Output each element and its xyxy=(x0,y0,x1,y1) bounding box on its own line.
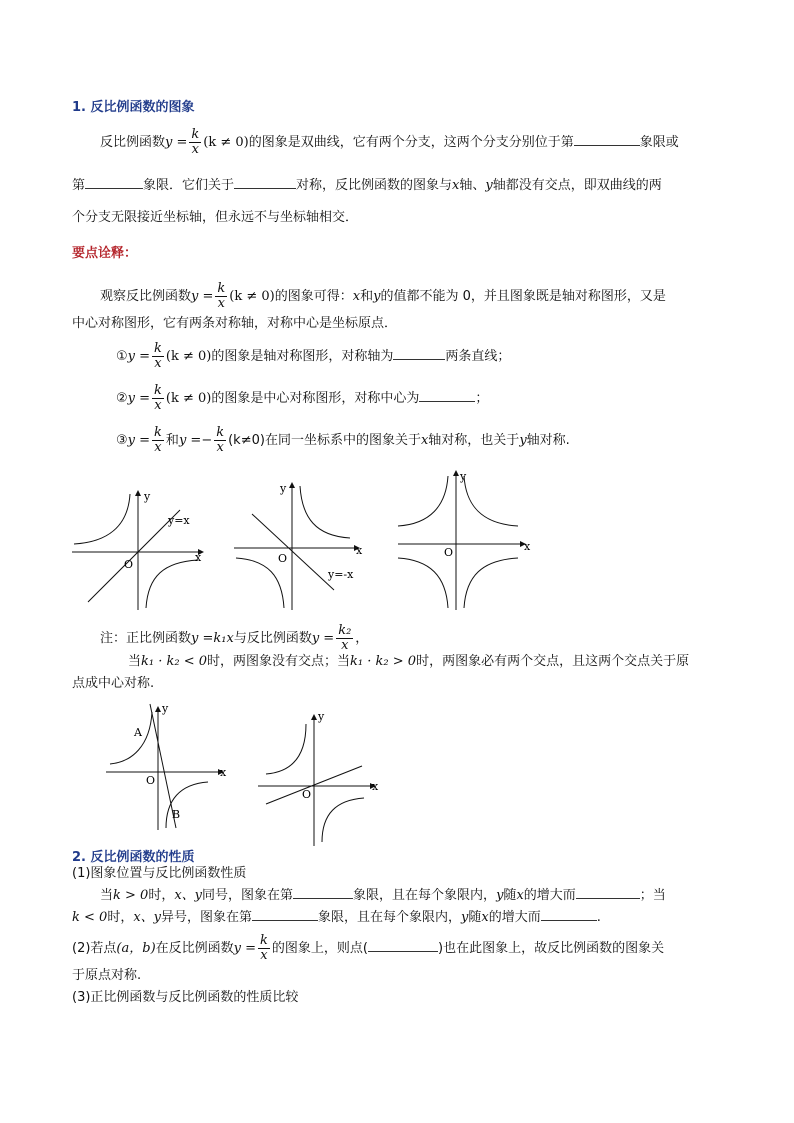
fraction-k-over-x xyxy=(214,426,226,455)
blank-field[interactable] xyxy=(393,347,445,360)
text: 对称，反比例函数的图象与 xyxy=(296,178,453,193)
text: 时， xyxy=(148,888,175,903)
hyperbola-branch-1 xyxy=(464,476,518,526)
x-axis-label: x xyxy=(356,544,363,557)
section-2-sub-1: (1)图象位置与反比例函数性质 xyxy=(72,866,247,881)
section-2-title: 2. 反比例函数的性质 xyxy=(72,850,195,865)
denominator: x xyxy=(191,142,199,157)
text: 两条直线； xyxy=(445,349,511,364)
hyperbola-branch-2 xyxy=(398,476,448,526)
k1x: k₁x xyxy=(213,631,234,646)
x-axis-label: x xyxy=(372,780,379,793)
note-line-2 xyxy=(128,652,689,672)
hyperbola-branch-2 xyxy=(74,494,130,544)
graph-two-intersections xyxy=(256,706,388,848)
var-x: x xyxy=(352,289,361,304)
numerator: k xyxy=(154,425,162,440)
y-axis-label: y xyxy=(144,490,151,503)
y-axis-label: y xyxy=(318,710,325,723)
keypoints-line-2: 中心对称图形，它有两条对称轴，对称中心是坐标原点． xyxy=(72,316,398,331)
graph-hyperbola-y-eq-x xyxy=(68,486,208,614)
keypoints-item-1 xyxy=(116,342,510,371)
text: 时，两图象没有交点；当 xyxy=(207,654,351,669)
keypoints-item-3 xyxy=(116,426,570,455)
origin-label: O xyxy=(278,552,288,565)
blank-field[interactable] xyxy=(368,939,438,952)
x-y: x、y xyxy=(133,910,162,925)
section-1-line-1 xyxy=(100,128,679,157)
denominator: x xyxy=(341,638,349,653)
hyperbola-branch-1 xyxy=(300,486,350,538)
fraction-k-over-x xyxy=(152,426,164,455)
numerator: k₂ xyxy=(338,623,352,638)
denominator: x xyxy=(260,948,268,963)
text: 象限，且在每个象限内， xyxy=(318,910,462,925)
text: ， xyxy=(355,631,369,646)
y-axis-label: y xyxy=(460,470,467,483)
hyperbola-branch-4 xyxy=(146,560,198,608)
y-axis-arrow xyxy=(135,490,141,496)
text: 的图象上，则点( xyxy=(271,941,368,956)
y-equals: y = xyxy=(191,289,214,304)
k1k2-positive: k₁ · k₂ > 0 xyxy=(350,654,417,669)
section-2-line-1 xyxy=(100,886,666,906)
text: 轴对称，也关于 xyxy=(428,433,520,448)
k-positive: k > 0 xyxy=(113,888,149,903)
text: 的值都不能为 0，并且图象既是轴对称图形，又是 xyxy=(380,289,666,304)
line-y-eq-neg-x xyxy=(252,514,334,590)
fraction-k2-over-x xyxy=(336,624,353,653)
fraction-k-over-x xyxy=(152,384,164,413)
graph-no-intersection xyxy=(104,702,230,832)
text: . xyxy=(596,910,601,925)
text: 的图象可得： xyxy=(274,289,353,304)
var-y: y xyxy=(519,433,527,448)
var-x: x xyxy=(452,178,460,193)
text: 注：正比例函数 xyxy=(100,631,192,646)
point-a-label: A xyxy=(134,726,142,739)
y-equals: y = xyxy=(178,433,202,448)
text: 当 xyxy=(128,654,142,669)
section-2-line-2 xyxy=(72,908,601,928)
graph-hyperbola-four-branches xyxy=(394,466,534,614)
blank-field[interactable] xyxy=(252,908,318,921)
blank-field[interactable] xyxy=(576,886,640,899)
var-y: y xyxy=(496,888,504,903)
numerator: k xyxy=(216,425,225,440)
blank-field[interactable] xyxy=(541,908,597,921)
var-y: y xyxy=(461,910,469,925)
y-equals: y = xyxy=(127,349,151,364)
text: 象限或 xyxy=(639,135,679,150)
text: 同号，图象在第 xyxy=(202,888,294,903)
section-1-line-3: 个分支无限接近坐标轴，但永远不与坐标轴相交． xyxy=(72,210,359,225)
line-label: y=-x xyxy=(328,568,354,581)
text: 的增大而 xyxy=(488,910,541,925)
text: 与反比例函数 xyxy=(233,631,312,646)
line-label: y=x xyxy=(168,514,190,527)
y-axis-arrow xyxy=(311,714,317,720)
condition: (k ≠ 0) xyxy=(229,289,275,304)
y-equals: y = xyxy=(165,135,188,150)
var-x: x xyxy=(516,888,524,903)
keypoints-title: 要点诠释： xyxy=(72,246,138,261)
origin-label: O xyxy=(302,788,312,801)
point-b-label: B xyxy=(172,808,181,821)
y-equals: y = xyxy=(127,391,151,406)
graph-hyperbola-y-eq-neg-x xyxy=(230,478,370,614)
condition: (k ≠ 0) xyxy=(203,135,249,150)
x-axis-label: x xyxy=(220,766,227,779)
section-1-line-2 xyxy=(72,176,662,196)
condition: (k ≠ 0) xyxy=(165,391,212,406)
fraction-k-over-x xyxy=(152,342,164,371)
origin-label: O xyxy=(146,774,156,787)
text: 在反比例函数 xyxy=(155,941,234,956)
y-equals: y = xyxy=(233,941,257,956)
keypoints-item-2 xyxy=(116,384,488,413)
condition: (k ≠ 0) xyxy=(165,349,212,364)
denominator: x xyxy=(216,440,224,455)
text: 和 xyxy=(360,289,374,304)
text: 随 xyxy=(468,910,482,925)
note-line-3: 点成中心对称. xyxy=(72,676,155,691)
k1k2-negative: k₁ · k₂ < 0 xyxy=(141,654,208,669)
y-axis-arrow xyxy=(155,706,161,712)
hyperbola-branch-3 xyxy=(398,558,448,608)
hyperbola-branch-4 xyxy=(464,558,518,608)
hyperbola-branch-left xyxy=(110,712,152,764)
denominator: x xyxy=(154,356,162,371)
text: 第 xyxy=(72,178,86,193)
hyperbola-branch-right xyxy=(166,782,208,828)
var-x: x xyxy=(481,910,489,925)
numerator: k xyxy=(217,281,226,296)
y-axis-arrow xyxy=(289,482,295,488)
text: 的图象是中心对称图形，对称中心为 xyxy=(211,391,420,406)
var-x: x xyxy=(420,433,429,448)
section-2-line-3 xyxy=(72,934,664,963)
denominator: x xyxy=(154,440,162,455)
section-1-title: 1. 反比例函数的图象 xyxy=(72,100,195,115)
text: 当 xyxy=(100,888,114,903)
text: ； xyxy=(475,391,489,406)
text: 时， xyxy=(107,910,134,925)
section-2-sub-3: (3)正比例函数与反比例函数的性质比较 xyxy=(72,990,299,1005)
hyperbola-branch-3 xyxy=(322,798,364,842)
text: 反比例函数 xyxy=(100,135,166,150)
origin-label: O xyxy=(444,546,454,559)
blank-field[interactable] xyxy=(419,389,475,402)
blank-field[interactable] xyxy=(574,133,640,146)
text: 的图象是双曲线，它有两个分支，这两个分支分别位于第 xyxy=(248,135,574,150)
blank-field[interactable] xyxy=(234,176,296,189)
line-y-eq-x xyxy=(88,510,180,602)
text: 轴对称. xyxy=(526,433,570,448)
text: 轴都没有交点，即双曲线的两 xyxy=(492,178,662,193)
keypoints-line-1 xyxy=(100,282,666,311)
text: 的增大而 xyxy=(523,888,576,903)
text: ① xyxy=(116,349,128,364)
numerator: k xyxy=(154,341,162,356)
blank-field[interactable] xyxy=(85,176,143,189)
text: )也在此图象上，故反比例函数的图象关 xyxy=(438,941,665,956)
text: 象限，且在每个象限内， xyxy=(353,888,497,903)
note-line-1 xyxy=(100,624,368,653)
text: 象限．它们关于 xyxy=(143,178,235,193)
text: (k≠0)在同一坐标系中的图象关于 xyxy=(228,433,421,448)
text: 观察反比例函数 xyxy=(100,289,192,304)
text: 异号，图象在第 xyxy=(161,910,253,925)
x-axis-label: x xyxy=(524,540,531,553)
y-equals: y = xyxy=(311,631,335,646)
text: ② xyxy=(116,391,128,406)
text: 时，两图象必有两个交点，且这两个交点关于原 xyxy=(416,654,690,669)
text: ；当 xyxy=(639,888,666,903)
k-negative: k < 0 xyxy=(72,910,108,925)
var-y: y xyxy=(373,289,381,304)
numerator: k xyxy=(260,933,268,948)
origin-label: O xyxy=(124,558,134,571)
text: 和 xyxy=(165,433,179,448)
numerator: k xyxy=(191,127,200,142)
minus-sign: − xyxy=(201,433,213,448)
hyperbola-branch-1 xyxy=(266,724,306,774)
fraction-k-over-x xyxy=(189,128,201,157)
numerator: k xyxy=(154,383,162,398)
y-axis-label: y xyxy=(280,482,287,495)
hyperbola-branch-3 xyxy=(236,558,284,608)
text: ③ xyxy=(116,433,128,448)
y-equals: y = xyxy=(127,433,151,448)
point-ab: (a，b) xyxy=(116,941,156,956)
y-axis-arrow xyxy=(453,470,459,476)
fraction-k-over-x xyxy=(215,282,227,311)
y-axis-label: y xyxy=(162,702,169,715)
text: 轴、 xyxy=(459,178,486,193)
blank-field[interactable] xyxy=(293,886,353,899)
x-axis-label: x xyxy=(195,551,202,564)
y-equals: y = xyxy=(191,631,214,646)
denominator: x xyxy=(217,296,225,311)
section-2-line-4: 于原点对称. xyxy=(72,968,142,983)
denominator: x xyxy=(154,398,162,413)
fraction-k-over-x xyxy=(258,934,270,963)
var-y: y xyxy=(485,178,493,193)
text: (2)若点 xyxy=(72,941,117,956)
x-y: x、y xyxy=(174,888,203,903)
text: 的图象是轴对称图形，对称轴为 xyxy=(211,349,394,364)
text: 随 xyxy=(503,888,517,903)
